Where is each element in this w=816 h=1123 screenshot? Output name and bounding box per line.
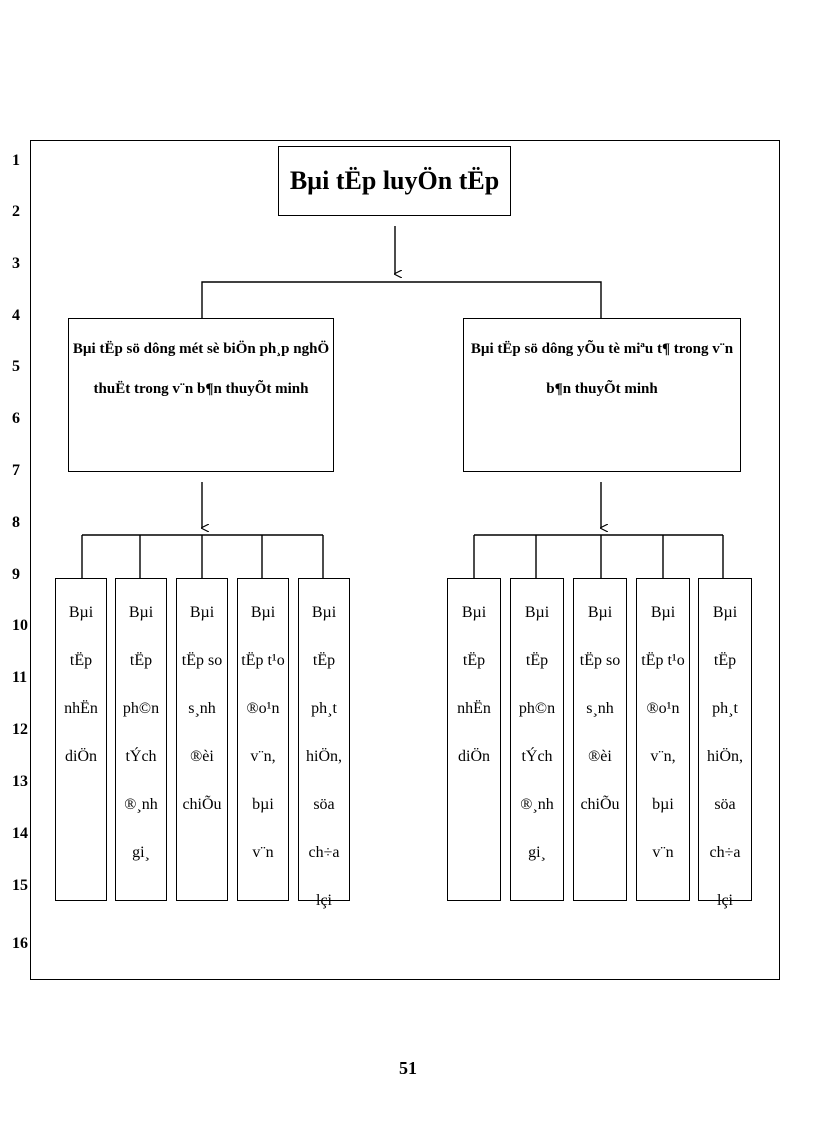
exercise-line: ph¸t <box>311 700 337 717</box>
left-exercise-box <box>176 578 228 901</box>
line-number: 12 <box>12 721 28 738</box>
left-exercise-box <box>115 578 167 901</box>
exercise-line: ®èi <box>190 748 214 765</box>
exercise-line: ®o¹n <box>646 700 680 717</box>
right-exercise-box <box>510 578 564 901</box>
exercise-line: nhËn <box>457 700 491 717</box>
exercise-line: v¨n <box>252 844 274 861</box>
exercise-line: ph©n <box>122 700 160 717</box>
right-exercise-box <box>447 578 501 901</box>
line-number: 2 <box>12 203 20 220</box>
exercise-line: ch÷a <box>709 844 741 861</box>
title-box <box>278 146 511 216</box>
exercise-line: chiÕu <box>182 796 222 813</box>
exercise-line: Bµi <box>128 604 154 621</box>
line-number: 8 <box>12 514 20 531</box>
exercise-line: söa <box>313 796 335 813</box>
right-category-box <box>463 318 741 472</box>
exercise-line: söa <box>714 796 736 813</box>
exercise-line: tËp <box>525 652 549 669</box>
exercise-line: ph©n <box>518 700 556 717</box>
exercise-line: tÝch <box>125 748 157 765</box>
exercise-line: hiÖn, <box>707 748 743 765</box>
exercise-line: v¨n, <box>250 748 276 765</box>
left-heading-line-2: thuËt trong v¨n b¶n thuyÕt minh <box>93 381 309 397</box>
exercise-line: nhËn <box>64 700 98 717</box>
line-number: 9 <box>12 566 20 583</box>
left-exercise-box <box>237 578 289 901</box>
exercise-line: Bµi <box>189 604 215 621</box>
line-number: 1 <box>12 152 20 169</box>
right-exercise-box <box>698 578 752 909</box>
line-number: 4 <box>12 307 20 324</box>
exercise-line: diÖn <box>65 748 97 765</box>
line-number: 11 <box>12 669 28 686</box>
exercise-line: tËp <box>312 652 336 669</box>
exercise-line: s¸nh <box>586 700 614 717</box>
exercise-line: s¸nh <box>188 700 216 717</box>
left-exercise-box <box>298 578 350 909</box>
exercise-line: gi¸ <box>528 844 546 861</box>
exercise-line: bµi <box>652 796 674 813</box>
left-exercise-box <box>55 578 107 901</box>
exercise-line: tËp <box>69 652 93 669</box>
exercise-line: Bµi <box>712 604 738 621</box>
page-number: 51 <box>399 1058 417 1078</box>
exercise-line: tÝch <box>521 748 553 765</box>
exercise-line: diÖn <box>458 748 490 765</box>
exercise-line: ph¸t <box>712 700 738 717</box>
exercise-line: v¨n, <box>650 748 676 765</box>
exercise-line: Bµi <box>461 604 487 621</box>
exercise-line: ch÷a <box>308 844 340 861</box>
exercise-line: ®¸nh <box>124 796 158 813</box>
right-heading-line-2: b¶n thuyÕt minh <box>546 381 658 397</box>
exercise-line: tËp <box>129 652 153 669</box>
line-number: 14 <box>12 825 28 842</box>
exercise-line: Bµi <box>650 604 676 621</box>
exercise-line: tËp t¹o <box>641 652 685 669</box>
line-number: 15 <box>12 877 28 894</box>
exercise-line: bµi <box>252 796 274 813</box>
left-heading-line-1: Bµi tËp sö dông mét sè biÖn ph¸p nghÖ <box>72 341 330 357</box>
line-number: 6 <box>12 410 20 427</box>
exercise-line: ®èi <box>588 748 612 765</box>
exercise-line: lçi <box>316 892 332 909</box>
exercise-line: Bµi <box>68 604 94 621</box>
line-number: 13 <box>12 773 28 790</box>
right-exercise-box <box>636 578 690 901</box>
title-text: Bµi tËp luyÖn tËp <box>289 166 500 195</box>
exercise-line: Bµi <box>524 604 550 621</box>
left-category-box <box>68 318 334 472</box>
right-exercise-box <box>573 578 627 901</box>
exercise-line: Bµi <box>587 604 613 621</box>
exercise-line: tËp so <box>579 652 621 669</box>
exercise-line: v¨n <box>652 844 674 861</box>
right-heading-line-1: Bµi tËp sö dông yÕu tè miªu t¶ trong v¨n <box>470 341 734 357</box>
exercise-line: ®o¹n <box>246 700 280 717</box>
exercise-line: chiÕu <box>580 796 620 813</box>
exercise-line: ®¸nh <box>520 796 554 813</box>
line-number: 3 <box>12 255 20 272</box>
exercise-line: lçi <box>717 892 733 909</box>
exercise-line: tËp so <box>181 652 223 669</box>
exercise-line: tËp t¹o <box>241 652 285 669</box>
line-number: 5 <box>12 358 20 375</box>
exercise-line: tËp <box>462 652 486 669</box>
exercise-line: hiÖn, <box>306 748 342 765</box>
exercise-line: gi¸ <box>132 844 150 861</box>
exercise-line: Bµi <box>311 604 337 621</box>
exercise-line: Bµi <box>250 604 276 621</box>
line-number: 16 <box>12 935 28 952</box>
line-number: 7 <box>12 462 20 479</box>
line-number: 10 <box>12 617 28 634</box>
exercise-line: tËp <box>713 652 737 669</box>
